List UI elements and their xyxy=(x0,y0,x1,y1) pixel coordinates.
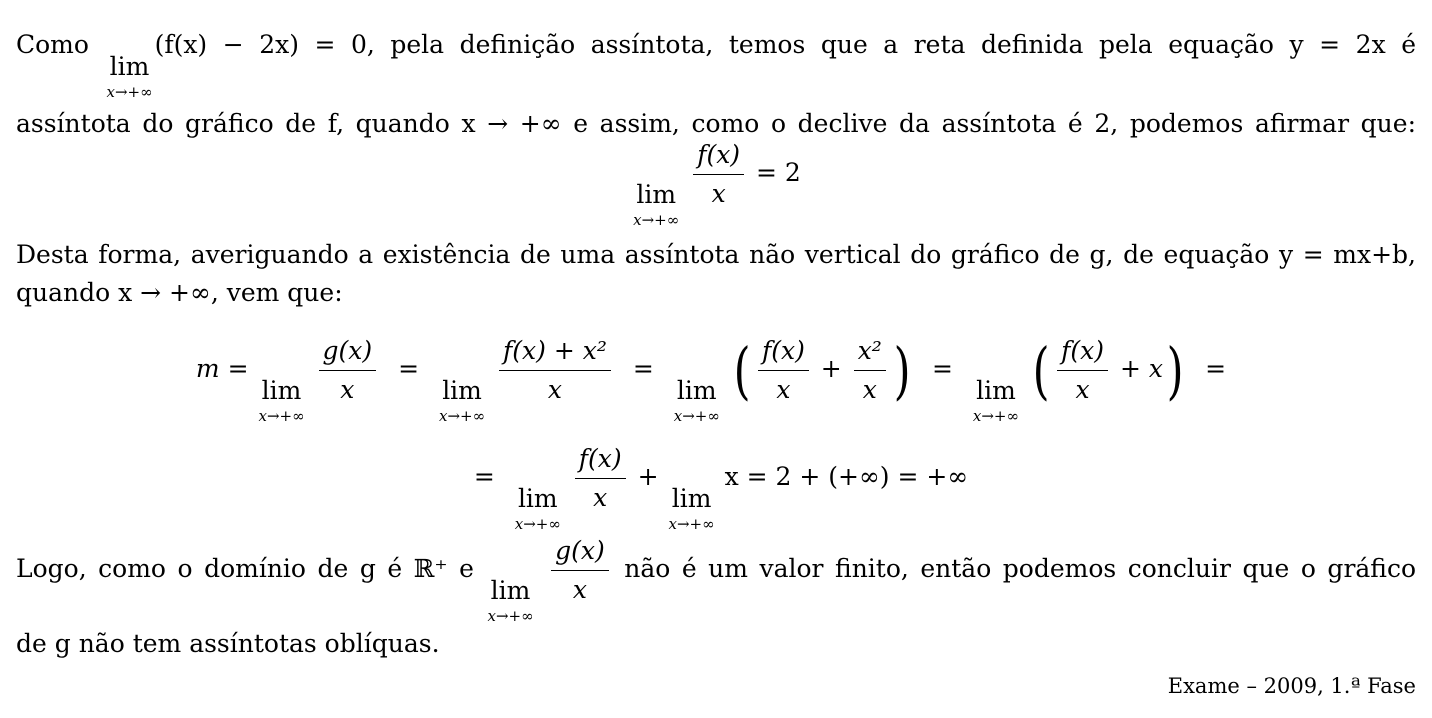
paragraph-3-line-1 xyxy=(16,536,1416,623)
equals-sign: = xyxy=(473,462,495,491)
equals-two: = 2 xyxy=(756,158,801,187)
fraction xyxy=(693,140,744,209)
numerator: x² xyxy=(854,336,886,371)
lim-label: lim xyxy=(442,376,482,405)
lim-subscript: x→+∞ xyxy=(668,515,715,533)
display-equation-2 xyxy=(0,333,1432,425)
lim-subscript: x→+∞ xyxy=(439,407,486,425)
plus-sign: + xyxy=(820,354,842,383)
fraction xyxy=(551,536,609,605)
fraction xyxy=(758,336,809,405)
lim-subscript: x→+∞ xyxy=(514,515,561,533)
text-logo: Logo, como o domínio de g é ℝ⁺ e xyxy=(16,554,474,583)
lim-label: lim xyxy=(109,52,150,81)
paragraph-1-line-2: assíntota do gráfico de f, quando x → +∞ e assim, como o declive da assíntota é 2, podemos afirmar que: xyxy=(16,109,1416,138)
numerator: g(x) xyxy=(319,336,377,371)
numerator: f(x) xyxy=(758,336,809,371)
fraction xyxy=(499,336,611,405)
display-equation-3 xyxy=(0,444,1432,531)
lim-subscript: x→+∞ xyxy=(258,407,305,425)
denominator: x xyxy=(862,375,877,404)
equals-sign: = xyxy=(632,354,654,383)
limit-expression xyxy=(669,485,715,531)
lim-label: lim xyxy=(976,376,1016,405)
plus-x: + x xyxy=(1119,354,1163,383)
denominator: x xyxy=(572,575,587,604)
lim-subscript: x→+∞ xyxy=(106,83,153,101)
lim-label: lim xyxy=(636,180,677,209)
equals-sign: = xyxy=(931,354,953,383)
lim-label: lim xyxy=(517,484,558,513)
limit-expression xyxy=(515,485,561,531)
lim-subscript: x→+∞ xyxy=(972,407,1019,425)
numerator: f(x) + x² xyxy=(499,336,611,371)
paragraph-2 xyxy=(16,234,1416,314)
lim-subscript: x→+∞ xyxy=(633,211,680,229)
lim-label: lim xyxy=(676,376,717,405)
source-note: Exame – 2009, 1.ª Fase xyxy=(1167,674,1416,698)
numerator: f(x) xyxy=(575,444,626,479)
limit-expression xyxy=(439,377,485,423)
text-como: Como xyxy=(16,30,89,59)
right-paren: ) xyxy=(893,333,911,407)
paragraph-1 xyxy=(16,24,1416,145)
paragraph-3-line-2: de g não tem assíntotas oblíquas. xyxy=(16,629,440,658)
limit-expression xyxy=(106,53,152,99)
paragraph-2-line-2: quando x → +∞, vem que: xyxy=(16,278,343,307)
limit-expression xyxy=(633,181,679,227)
m-equals: m = xyxy=(195,354,249,383)
text-line-1-rest: (f(x) − 2x) = 0, pela definição assíntota, temos que a reta definida pela equação y = 2x é xyxy=(154,30,1417,59)
lim-subscript: x→+∞ xyxy=(487,607,534,625)
numerator: g(x) xyxy=(551,536,609,571)
paragraph-3 xyxy=(16,536,1416,665)
limit-expression xyxy=(487,577,533,623)
text-line-1-rest: não é um valor finito, então podemos concluir que o gráfico xyxy=(624,554,1417,583)
denominator: x xyxy=(593,483,608,512)
right-paren: ) xyxy=(1166,333,1184,407)
denominator: x xyxy=(340,375,355,404)
left-paren: ( xyxy=(1032,333,1050,407)
equals-sign: = xyxy=(1205,354,1227,383)
denominator: x xyxy=(547,375,563,404)
fraction xyxy=(319,336,377,405)
numerator: f(x) xyxy=(693,140,744,175)
denominator: x xyxy=(711,179,726,208)
lim-label: lim xyxy=(490,576,531,605)
lim-label: lim xyxy=(671,484,712,513)
limit-expression xyxy=(674,377,720,423)
fraction xyxy=(1057,336,1108,405)
fraction xyxy=(854,336,886,405)
denominator: x xyxy=(1075,375,1090,404)
lim-subscript: x→+∞ xyxy=(673,407,720,425)
lim-label: lim xyxy=(261,376,302,405)
display-equation-1 xyxy=(0,140,1432,227)
fraction xyxy=(575,444,626,513)
limit-expression xyxy=(973,377,1019,423)
plus-sign: + xyxy=(637,462,659,491)
paragraph-2-line-1: Desta forma, averiguando a existência de uma assíntota não vertical do gráfico de g, de equação y = mx+b, xyxy=(16,240,1416,269)
numerator: f(x) xyxy=(1057,336,1108,371)
equals-sign: = xyxy=(398,354,420,383)
limit-expression xyxy=(258,377,304,423)
denominator: x xyxy=(776,375,791,404)
left-paren: ( xyxy=(733,333,751,407)
paragraph-1-line-1 xyxy=(16,24,1416,99)
result-expression: x = 2 + (+∞) = +∞ xyxy=(724,462,969,491)
